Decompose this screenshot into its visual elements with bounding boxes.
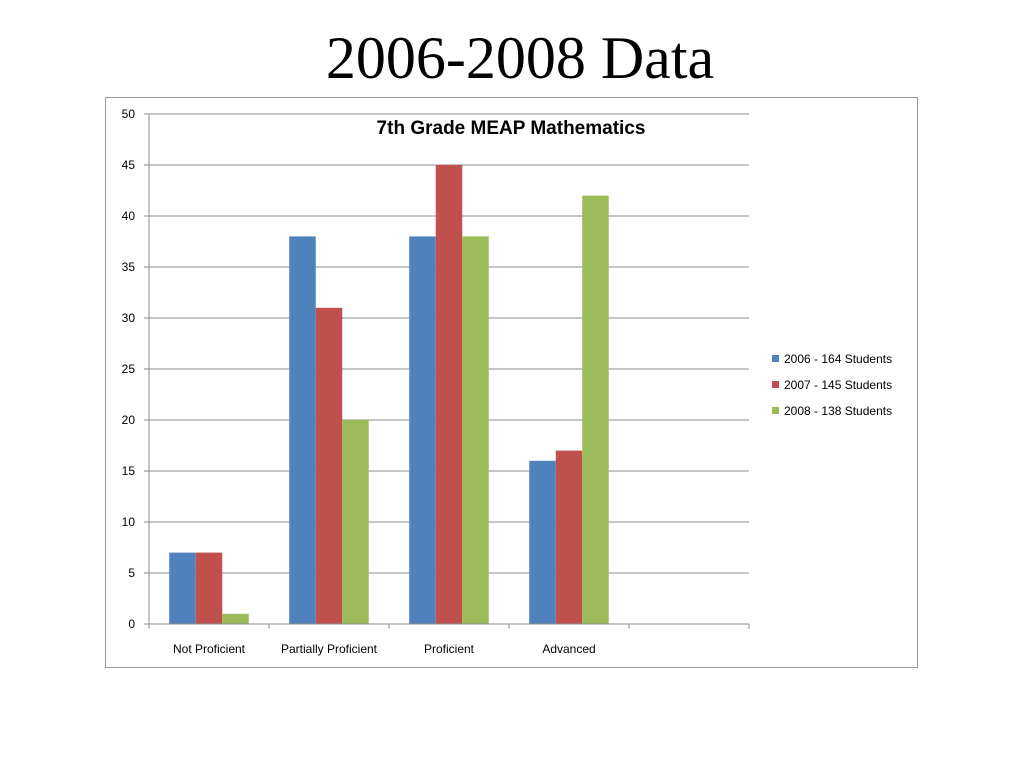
slide-title: 2006-2008 Data — [325, 25, 715, 91]
bar — [342, 420, 369, 624]
chart-title: 7th Grade MEAP Mathematics — [376, 118, 646, 139]
legend-swatch — [772, 407, 779, 414]
bar — [169, 553, 196, 624]
y-tick-label: 35 — [121, 260, 135, 274]
bar-chart — [106, 98, 919, 669]
bar — [462, 236, 489, 624]
y-tick-label: 15 — [121, 464, 135, 478]
legend-label: 2006 - 164 Students — [784, 352, 893, 366]
y-tick-label: 45 — [121, 158, 135, 172]
y-tick-label: 0 — [128, 617, 135, 631]
y-tick-label: 10 — [121, 515, 135, 529]
legend-swatch — [772, 355, 779, 362]
bar — [316, 308, 343, 624]
bar — [582, 196, 609, 624]
y-tick-label: 25 — [121, 362, 135, 376]
bar — [289, 236, 316, 624]
bar — [529, 461, 556, 624]
bar — [222, 614, 249, 624]
x-category-label: Advanced — [542, 642, 596, 656]
y-tick-label: 50 — [121, 107, 135, 121]
legend-swatch — [772, 381, 779, 388]
y-tick-label: 40 — [121, 209, 135, 223]
legend-label: 2007 - 145 Students — [784, 378, 893, 392]
legend-label: 2008 - 138 Students — [784, 404, 893, 418]
x-category-label: Proficient — [423, 642, 475, 656]
x-category-label: Not Proficient — [172, 642, 246, 656]
bar — [196, 553, 223, 624]
y-tick-label: 5 — [128, 566, 135, 580]
x-category-label: Partially Proficient — [280, 642, 378, 656]
y-tick-label: 30 — [121, 311, 135, 325]
legend — [772, 352, 892, 418]
y-tick-label: 20 — [121, 413, 135, 427]
bars — [169, 165, 609, 624]
bar — [409, 236, 436, 624]
chart-frame — [105, 97, 918, 668]
bar — [436, 165, 463, 624]
bar — [556, 451, 583, 624]
